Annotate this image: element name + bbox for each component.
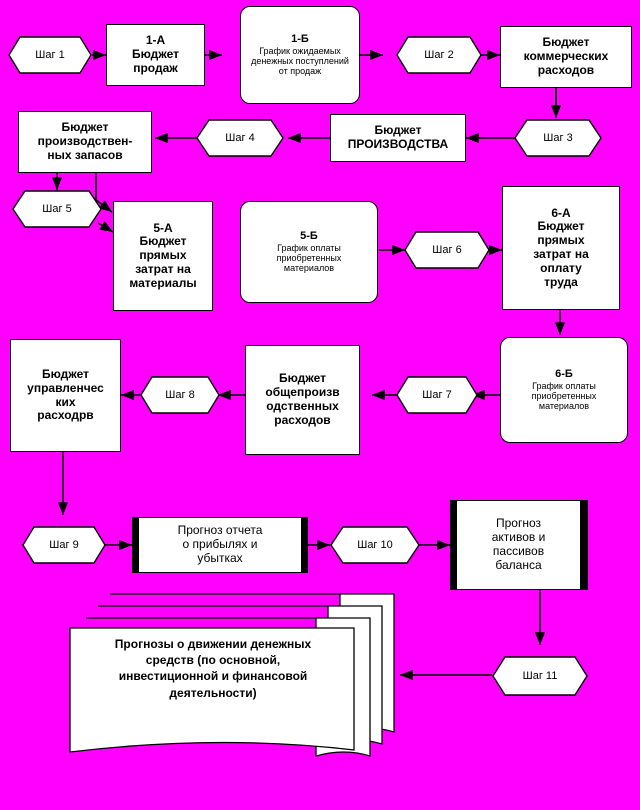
- node-step5-label: Шаг 5: [42, 203, 72, 215]
- node-inventory-budget[interactable]: [18, 111, 152, 173]
- node-step2[interactable]: [396, 36, 482, 74]
- node-b5a-line2: Бюджет: [139, 234, 187, 249]
- pnl-left-bar: [132, 517, 138, 573]
- node-inventory-line2: производствен-: [37, 134, 133, 149]
- node-cash-receipts-schedule[interactable]: [240, 6, 360, 104]
- node-general-line4: расходов: [274, 412, 331, 427]
- node-step2-label: Шаг 2: [424, 49, 454, 61]
- node-budget-sales-line2: Бюджет: [131, 47, 180, 62]
- node-direct-materials-budget[interactable]: [113, 201, 213, 311]
- node-step8[interactable]: [140, 376, 220, 414]
- node-step1-label: Шаг 1: [35, 49, 65, 61]
- node-pnl-line2: о прибылях и: [182, 537, 258, 552]
- node-b5a-line1: 5-А: [153, 220, 173, 235]
- node-balance-line3: пассивов: [492, 544, 545, 558]
- pnl-right-bar: [302, 517, 308, 573]
- node-step1[interactable]: [8, 36, 92, 74]
- node-general-line3: одственных: [266, 399, 339, 413]
- node-balance-line1: Прогноз: [495, 516, 542, 531]
- balance-left-bar: [450, 500, 457, 590]
- node-step7-label: Шаг 7: [422, 389, 452, 401]
- node-inventory-line3: ных запасов: [47, 147, 123, 162]
- node-step4[interactable]: [196, 119, 284, 157]
- node-production-line1: Бюджет: [374, 123, 422, 138]
- node-admin-line2: управленчес: [27, 380, 104, 395]
- node-b6a-line6: труда: [544, 274, 578, 289]
- node-b6b-title: 6-Б: [555, 368, 573, 381]
- node-commercial-line3: расходов: [537, 62, 595, 77]
- node-step10-label: Шаг 10: [357, 539, 393, 551]
- node-b5a-line3: прямых: [139, 248, 187, 263]
- node-admin-line3: ких: [55, 394, 76, 409]
- node-step9-label: Шаг 9: [49, 539, 79, 551]
- node-general-line2: общепроизв: [265, 385, 340, 400]
- node-overhead-budget[interactable]: [245, 345, 360, 455]
- node-step5[interactable]: [12, 190, 102, 228]
- node-materials-payment-schedule-5b[interactable]: [240, 201, 378, 303]
- node-b6a-line3: прямых: [537, 233, 585, 248]
- node-budget-sales-line3: продаж: [133, 60, 178, 75]
- node-b6b-sub: График оплаты приобретенных материалов: [531, 380, 597, 412]
- node-b5b-title: 5-Б: [300, 230, 318, 243]
- node-cash-receipts-sub: График ожидаемых денежных поступлений от продаж: [251, 45, 349, 77]
- node-admin-expenses-budget[interactable]: [10, 339, 121, 452]
- node-step10[interactable]: [330, 526, 420, 564]
- node-balance-line2: активов и: [491, 530, 546, 545]
- node-commercial-line2: коммерческих: [523, 49, 609, 64]
- node-general-line1: Бюджет: [278, 371, 327, 386]
- node-budget-sales-line1: 1-А: [145, 33, 166, 48]
- node-balance-line4: баланса: [495, 557, 542, 572]
- node-cashflow-line2: средств (по основной,: [145, 653, 281, 668]
- node-step7[interactable]: [396, 376, 478, 414]
- node-b6a-line1: 6-А: [551, 205, 571, 220]
- node-commercial-line1: Бюджет: [542, 35, 590, 50]
- node-direct-labor-budget[interactable]: [502, 186, 620, 310]
- node-profit-loss-forecast[interactable]: [138, 517, 302, 573]
- node-cashflow-line4: деятельности): [169, 685, 257, 700]
- node-b6a-line4: затрат на: [533, 247, 589, 261]
- node-cashflow-line1: Прогнозы о движении денежных: [114, 637, 312, 651]
- node-cashflow-line3: инвестиционной и финансовой: [118, 669, 308, 684]
- node-b6a-line2: Бюджет: [537, 219, 585, 234]
- node-step6[interactable]: [404, 231, 490, 269]
- node-step11-label: Шаг 11: [522, 670, 558, 682]
- node-materials-payment-schedule-6b[interactable]: [500, 337, 628, 443]
- node-pnl-line3: убытках: [197, 550, 243, 565]
- node-balance-forecast[interactable]: [456, 500, 581, 590]
- node-cashflow-forecasts[interactable]: [68, 592, 398, 762]
- node-step9[interactable]: [22, 526, 106, 564]
- node-step8-label: Шаг 8: [165, 389, 195, 401]
- node-b5a-line5: материалы: [129, 275, 197, 290]
- node-commercial-expenses-budget[interactable]: [500, 26, 632, 88]
- balance-right-bar: [581, 500, 588, 590]
- node-step11[interactable]: [492, 656, 588, 696]
- node-b5a-line4: затрат на: [135, 261, 191, 276]
- node-production-line2: ПРОИЗВОДСТВА: [347, 137, 449, 151]
- node-inventory-line1: Бюджет: [61, 120, 109, 135]
- node-b5b-sub: График оплаты приобретенных материалов: [276, 242, 342, 274]
- node-b6a-line5: оплату: [540, 260, 582, 275]
- node-step3-label: Шаг 3: [543, 132, 573, 144]
- node-cash-receipts-title: 1-Б: [291, 33, 309, 46]
- node-admin-line1: Бюджет: [41, 366, 90, 381]
- node-production-budget[interactable]: [330, 114, 466, 162]
- node-admin-line4: расходрв: [37, 408, 94, 423]
- node-step4-label: Шаг 4: [225, 132, 255, 144]
- node-step6-label: Шаг 6: [432, 244, 462, 256]
- node-step3[interactable]: [514, 119, 602, 157]
- node-pnl-line1: Прогноз отчета: [177, 523, 263, 538]
- node-budget-sales[interactable]: [106, 24, 205, 86]
